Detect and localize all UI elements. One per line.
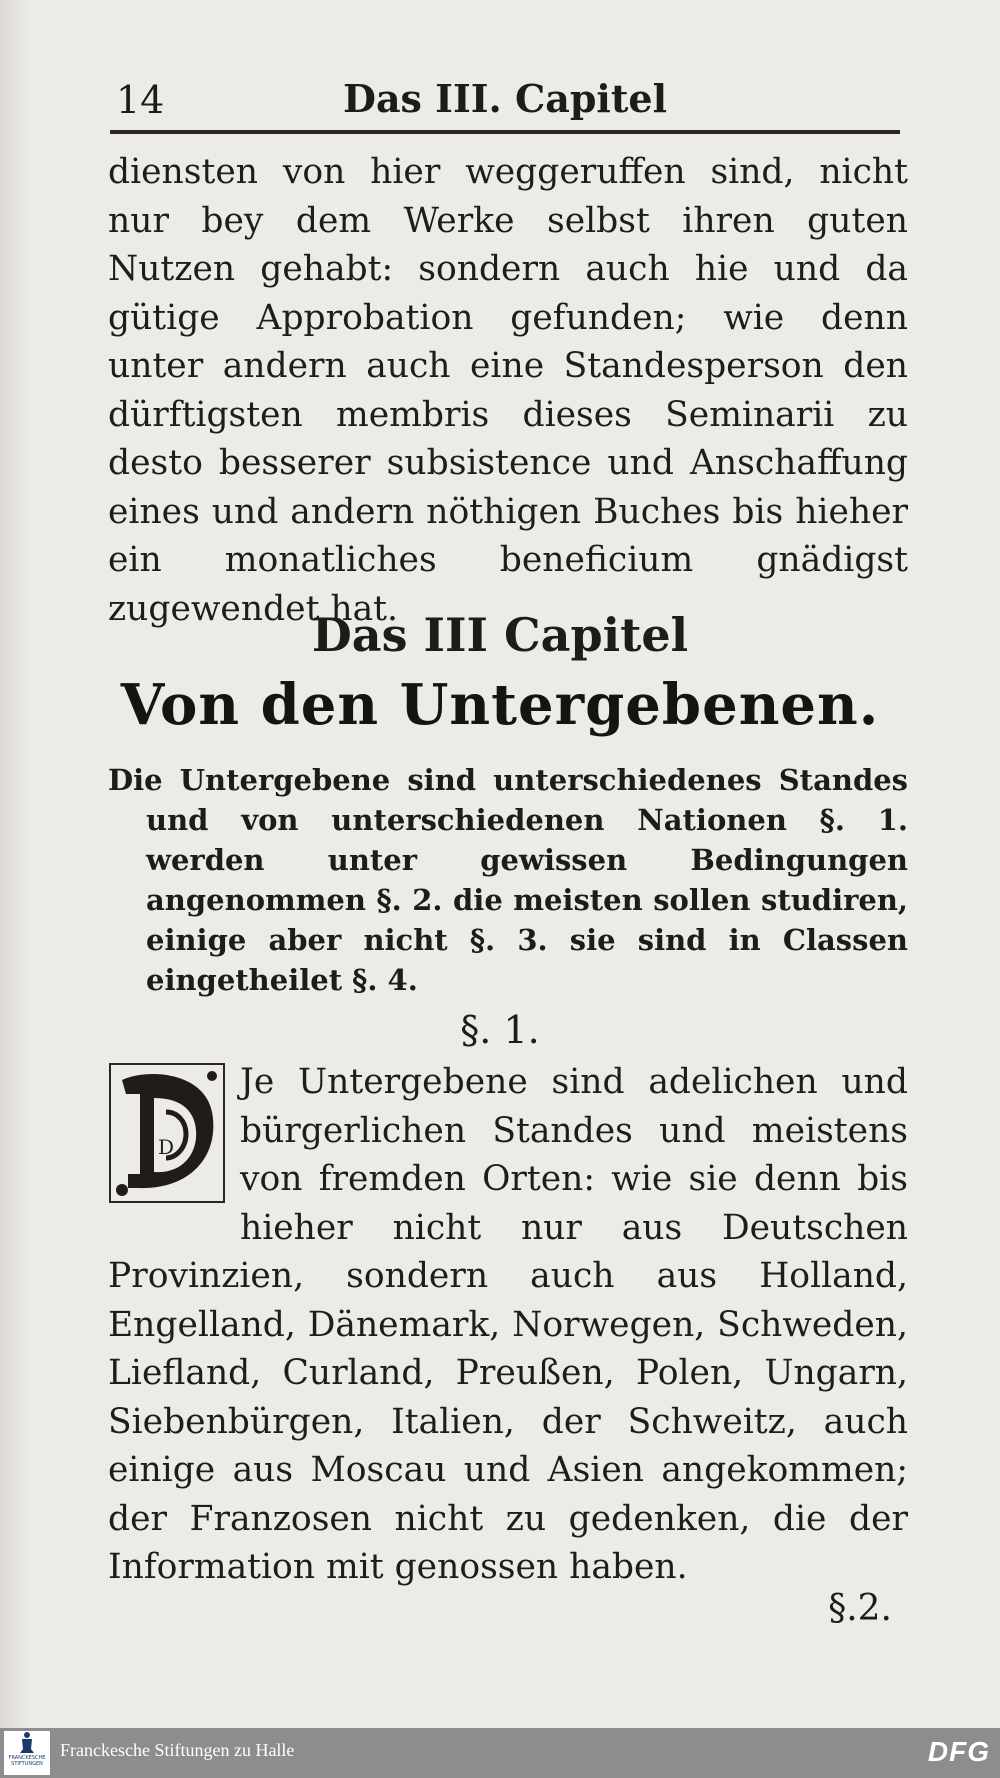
decorative-initial-letter: D [158,1135,175,1159]
section-mark: §. 1. [460,1008,540,1052]
catchword: §.2. [828,1588,892,1629]
section-paragraph [108,1058,908,1592]
chapter-subtitle: Von den Untergebenen. [120,672,880,738]
statue-icon [17,1731,37,1755]
section-text: Je Untergebene sind adelichen und bürgerlichen Standes und meistens von fremden Orten: wie sie denn bis hieher nicht nur aus Deutschen Provinzien, sondern auch aus Holland, Engelland, Dänemark, Norwegen, Schweden, Liefland, Curland, Preußen, Polen, Ungarn, Siebenbürgen, Italien, der Schweitz, auch einige aus Moscau und Asien angekommen; der Franzosen nicht zu gedenken, die der Information mit genossen haben. [108,1062,908,1587]
page-number: 14 [116,78,165,122]
institution-name: Franckesche Stiftungen zu Halle [60,1740,295,1760]
chapter-title: Das III Capitel [311,608,689,662]
decorative-initial [108,1062,226,1204]
paragraph-continued: diensten von hier weggeruffen sind, nicht nur bey dem Werke selbst ihren guten Nutzen gehabt: sondern auch hie und da gütige Approbation gefunden; wie denn unter andern auch eine Standesperson den dürftigsten membris dieses Seminarii zu desto besserer subsistence und Anschaffung eines und andern nöthigen Buches bis hieher ein monatliches beneficium gnädigst zugewendet hat. [108,152,908,629]
institution-logo [4,1731,50,1775]
chapter-summary: Die Untergebene sind unterschiedenes Standes und von unterschiedenen Nationen §. 1. werden unter gewissen Bedingungen angenommen §. 2. die meisten sollen studiren, einige aber nicht §. 3. sie sind in Classen eingetheilet §. 4. [108,763,908,997]
decorative-initial-glyph [108,1062,226,1204]
page-header [110,72,900,134]
running-head: Das III. Capitel [342,76,668,121]
dfg-logo: DFG [927,1736,990,1767]
institution-logo-text: FRANCKESCHE STIFTUNGEN [8,1755,46,1767]
footer-bar [0,1728,1000,1778]
